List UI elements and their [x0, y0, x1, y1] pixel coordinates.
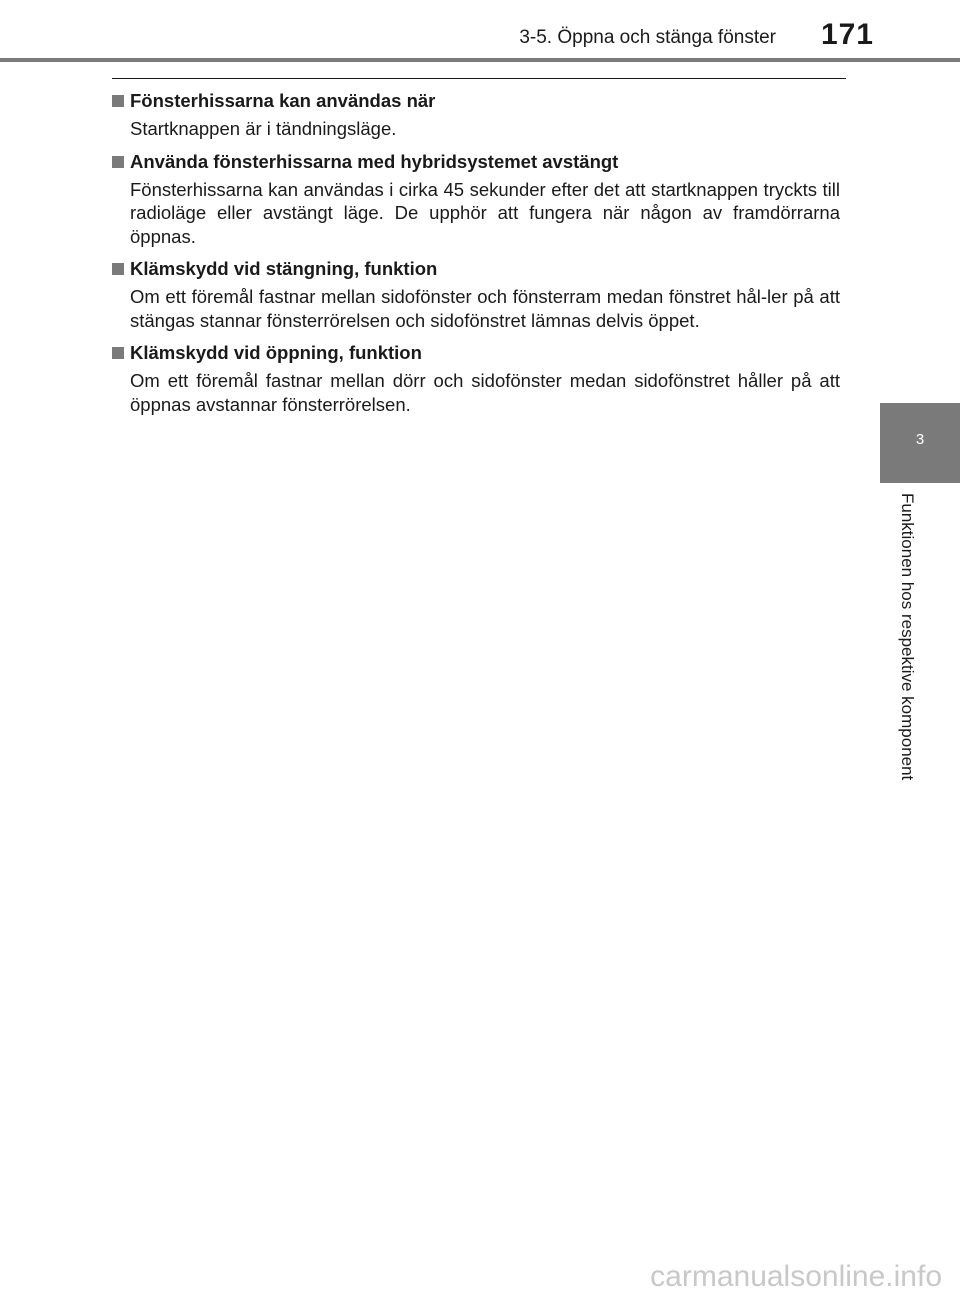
page-header	[0, 0, 960, 62]
section-jam-protection-closing	[112, 256, 840, 332]
chapter-tab	[880, 403, 960, 483]
section-body: Startknappen är i tändningsläge.	[130, 118, 397, 139]
section-heading-text: Klämskydd vid öppning, funktion	[130, 342, 422, 363]
section-body: Fönsterhissarna kan användas i cirka 45 sekunder efter det att startknappen tryckts till radioläge eller avstängt läge. De upphör att fungera när någon av framdörrarna öppnas.	[130, 178, 840, 247]
header-rule	[0, 58, 960, 62]
content-top-rule	[112, 78, 846, 79]
section-body: Om ett föremål fastnar mellan dörr och sidofönster medan sidofönstret håller på att öppnas avstannar fönsterrörelsen.	[130, 370, 840, 415]
section-heading-text: Fönsterhissarna kan användas när	[130, 90, 436, 111]
square-bullet-icon	[112, 347, 124, 359]
section-body: Om ett föremål fastnar mellan sidofönster och fönsterram medan fönstret hål-ler på att stängas stannar fönsterrörelsen och sidofönstret lämnas delvis öppet.	[130, 286, 840, 331]
chapter-number: 3	[915, 431, 925, 448]
square-bullet-icon	[112, 263, 124, 275]
section-hybrid-off	[112, 149, 840, 249]
section-heading	[112, 256, 840, 282]
section-heading	[112, 340, 840, 366]
section-heading	[112, 88, 840, 114]
section-heading-text: Klämskydd vid stängning, funktion	[130, 258, 438, 279]
square-bullet-icon	[112, 156, 124, 168]
page-number: 171	[820, 18, 874, 51]
section-jam-protection-opening	[112, 340, 840, 416]
watermark: carmanualsonline.info	[650, 1260, 942, 1293]
section-windows-usable	[112, 88, 840, 141]
section-heading	[112, 149, 840, 175]
page-content	[112, 88, 840, 424]
section-title: 3-5. Öppna och stänga fönster	[519, 27, 776, 48]
square-bullet-icon	[112, 95, 124, 107]
section-heading-text: Använda fönsterhissarna med hybridsystemet avstängt	[130, 150, 619, 172]
chapter-title: Funktionen hos respektive komponent	[898, 493, 917, 781]
